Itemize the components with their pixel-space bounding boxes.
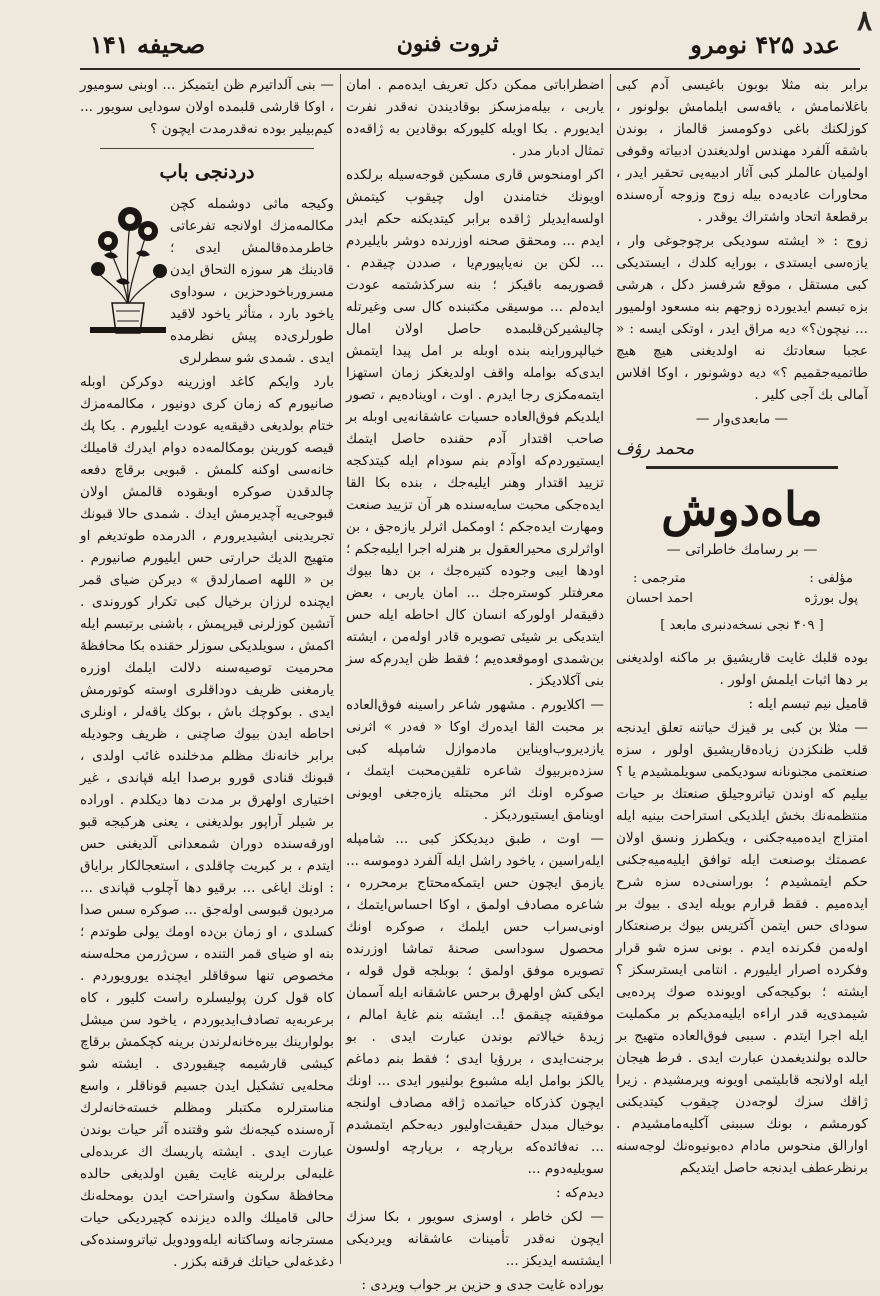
paragraph: بارد وایکم کاغد اوزرینه دوکرکن اوبله صانیورم که زمان کری دونیور ، مکالمه‌مزك ختام بولدیغی دقیقه‌یه عودت ایلیورم . بکا پك قیصه کورینن بومکالمه‌ده دوام ایدرك قامیلك خانه‌سی اوکنه کلمش . قبویی برقاچ دفعه چالدقدن صوکره اوبقوده قالمش اولان قبوجی‌یه آچدیرمش ایدك . شمدی حالا قبونك تجریدینی ایشیدیرورم ، الدرمده طوتدیغم او متهیج الدیك حرارتی حس ایلیورم صانیورم . بن « اللهه اصمارلدق » دیرکن ضیای قمر ایچنده لرزان برخیال کبی تکرار کوروندی . آتشین کوزلرنی قیرپمش ، باشنی برتبسم ایله اکمش ، سویلدیکی سوزلر حقنده بکا محافظهٔ محرمیت توصیه‌سنه دلالت ایلمك اوزره یارمغنی ظریف دوداقلری اوسته کوتورمش ایدی . بوکوچك باش ، بوکك یاقه‌لر ، اونلری احاطه ایدن بیوك صاچنی ، ظریف وجودیله برابر خانه‌نك مظلم مدخلنده غائب اولدی ، قبونك قنادی قورو برصدا ایله قپاندی ، غیر اختیاری اولهرق بر مدت دها دیکلدم . اوراده بر شیلر آراپور بولدیغنی ، یعنی هرکیجه قبو اورقه‌سنده دوران شمعدانی آلدیغنی حس ایتدم ، بر کبریت چاقلدی ، استعجالکار برایاق : اونك ایاغی ... برقیو دها آچلوب قپاندی ... مردیون قبوسی اوله‌جق ... صوکره سس صدا کسلدی ، او زمان بن‌ده اومك یولی طوتدم ؛ بنه او ضیای قمر التنده ، سن‌ژرمن محله‌سنه مخصوص تنها سوقاقلر ایچنده یورویوردم . کاه قول کرن پولیسلره راست کلیور ، کاه برعربه‌یه تصادف‌ایدیوردم ، یاخود سن میشل بولوار‌ینك بیره‌خانه‌لرندن برینه کچکمش برقاچ کیشی قارشیمه چیقیوردی . ایشته شو محله‌یی تشکیل ایدن جسیم قوناقلر ، واسع مناسترلره مکتبلر ومظلم خسته‌خانه‌لرك آره‌سنده کیجه‌نك شو وقتنده آثر حیات بوندن عبارت ایدی . ایشته پاریسك اك عربده‌لی غلبه‌لی برلرینه غایت یقین اولدیغی حالده محافظهٔ سکون واستراحت ایدن بومحله‌نك حالی قامیلك والده دیزنده کچیردیکی حیات مسترجانه وساکتانه ایله‌وودویل تیاتروسنده‌کی دغدغه‌لی حیاتك فرقنه بکزر . <box>80 374 334 1270</box>
serial-title: ماه‌دوش <box>661 482 823 536</box>
issue-number: عدد ۴۲۵ نومرو <box>690 29 840 59</box>
continuation-note: [ ۴۰۹ نجی نسخه‌دنبری مابعد ] <box>660 618 824 633</box>
column-left <box>80 74 334 1270</box>
page-number: صحیفه ۱۴۱ <box>90 29 206 59</box>
section-separator <box>646 466 838 469</box>
author-credit: مؤلفی : پول بورژه <box>804 571 858 606</box>
continued-note: — مابعدی‌وار — <box>695 411 789 427</box>
paragraph: دیدم‌که : <box>555 1185 604 1201</box>
paragraph: اکر اومنحوس قاری مسکین قوجه‌سیله برلکده اویونك ختامندن اول چیقوب کیتمش اولسه‌ایدیلر ژاقده برابر کیتدیکنه حکم ایدر ایدم ... ومحقق صحنه اوزرنده دوشر بایلیردم ... لکن بن نه‌یاپیورم‌یا ، صددن چیقدم . قصوریمه باقیکز ؛ بنه سرکذشتمه عودت ایده‌لم ... موسیقی مکتبنده کال سی وغیرتله چالیشیرکن‌قلبمده حاصل اولان امال خیالپروراینه بنده اوبله بر امل پیدا ایتمش ایدی‌که بوامله واقف اولدیغکز زمان استهزا ایتمه‌مکزی رجا ایدرم . اوت ، اویناده‌یم ، تصور ایلدیکم فوق‌العاده حسیات عاشقانه‌یی اوبله بر صاحب اقتدار آدم حقنده حاصل ایتمك ایستیوردم‌که اوآدم بنم سودام ایله کیتدکجه تزیید اقتدار وهنر ایلیه‌جك ، بنده بکا القا ایده‌جکی محبت سایه‌سنده هر آن تزیید صنعت ومهارت ایده‌جکم ؛ اومکمل اثرلر یازه‌جق ، بن اواثرلری محیرالعقول بر هنرله اجرا ایلیه‌جکم ؛ اودها ایبی وجوده کتیره‌جك ، بن دها بیوك معرفتلر کوستره‌جك ... امان یاربی ، بعض دقیقه‌لر اولورکه انسان کال احاطه ایله حس ایتدیکی بر شیئی تصویره قادر اوله‌من ، ایشته بن‌شمدی اوموقعده‌یم ؛ فقط ظن ایدرم‌که سز بنی آکلادیکز . <box>346 167 604 689</box>
translator-credit: مترجمی : احمد احسان <box>626 571 693 606</box>
paragraph: — اکلایورم . مشهور شاعر راسینه فوق‌العاده بر محبت القا ایده‌رك اوکا « فەدر » اثرنی یازدیر‌وب‌اویناین مادموازل شامپله کبی سزده‌بربیوك شاعره تلقین‌محبت ایتمك ، صوکره اونك اثر محبتله یازه‌جغی اویونی اوینامق ایستیوردیکز . <box>346 697 604 823</box>
illustrated-paragraph <box>80 193 334 369</box>
paragraph: وکیجه ماثی دوشمله کچن مکالمه‌مزك اولانجه تفرعاتی خاطرمده‌قالمش ایدی ؛ قادینك هر سوزه التحاق ایدن مسرورباخود‌حزین ، سوداوی یاخود بارد ، متأثر یاخود لاقید طورلری‌ده پیش نظرمده ایدی . شمدی شو سطرلری <box>170 196 334 366</box>
paragraph: بوده قلبك غایت قاریشیق بر ماکنه اولدیغنی بر دها اثبات ایلمش اولور . <box>616 650 868 688</box>
paragraph: — اوت ، طبق دیدیککز کبی ... شامپله ایله‌راسین ، یاخود راشل ایله آلفرد دوموسه ... یازمق ایچون حس ایتمکه‌محتاج برمحرره ، شاعره مصادف اولمق ، اوکا احساس‌ایتمك ، اونی‌سراب حس ایلمك ، صوکره اونك محصول سوداسی صحنهٔ تماشا اوزرنده تصویره موفق اولمق ؛ بوبلجه قول قوله ، ایکی کش اولهرق برحس عاشقانه ایله آسمان موفقیته چیقمق !.. ایشته بنم غایهٔ امالم ، زیدهٔ خیالاتم بوندن عبارت ایدی . بو برجنت‌ایدی ، برر‌ؤیا ایدی ؛ فقط بنم دماغم یالکز بوامل ایله مشبوع بولنیور ایدی ... اونك ایچون کذرکاه حیاتمده ژاقه مصادف اولنجه بوخیال مبدل حقیقت‌اولیور دیه‌حکم ایتمشدم ... نه‌فائده‌که برپارچه ، برپارچه اولسون سویلیه‌دوم ... <box>346 831 604 1177</box>
column-divider-left <box>340 74 341 1264</box>
paragraph: اضطراباتی ممکن دکل تعریف ایده‌مم . امان یاربی ، بیله‌مزسکز بوقادیندن نه‌قدر نفرت ایدیورم . بکا اویله کلیورکه بوقادین به ژاقه‌ده تمثال ادبار مدر . <box>346 77 604 159</box>
column-divider-right <box>610 74 611 1264</box>
flower-vase-illustration <box>86 195 170 337</box>
corner-page-mark: ٨ <box>856 4 872 37</box>
page-header <box>90 22 840 66</box>
credits <box>616 569 868 609</box>
column-middle <box>346 74 604 1293</box>
paragraph: — لکن خاطر ، اوسزی سویور ، بکا سزك ایچون نه‌قدر تأمینات عاشقانه ویردیکی ایشتسه ایدیکز ... <box>346 1209 604 1269</box>
section-divider <box>100 148 314 149</box>
author-signature: محمد رؤف <box>616 439 695 459</box>
chapter-title: دردنجی باب <box>159 161 255 183</box>
paragraph: قامیل نیم تبسم ایله : <box>748 696 868 712</box>
paragraph: — بنی آلداتیرم ظن ایتمیکز ... اوبنی سومیور ، اوکا قارشی قلبمده اولان سودایی سویور ... کیم‌بیلیر بوده نه‌قدرمدت ایچون ؟ <box>80 77 334 137</box>
paragraph: — مثلا بن کبی بر قیزك حیاتنه تعلق ایدنجه قلب ظنکزدن زیاده‌قاریشیق اولور ، سزه صنعتمی مجنونانه سودیکمی سویلمشیدم یا ؟ بیلیم که اوندن تیاتروجیلق صنعتك بر حیات منتظمه‌نك بخش ایلدیکی استراحت بینیه ایله امتزاج ایده‌میه‌جکنی ، ویکطرز ونسق اولان عصمتك بوصنعت ایله توافق ایلیه‌میه‌جکنی حکم ایتمشیدم ؛ بوراسنی‌ده سزه شرح ایده‌میم . فقط قرارم بویله ایدی . بیوك بر سودای حس ایتمن آکتریس بیوك برصنعتکار اوله‌من فکرنده ایدم . بونی سزه شو قرار وفکرده اصرار ایلیورم . انتامی ایسترسکز ؟ ایشته ؛ بوکیجه‌کی اویونده صوك پرده‌یی شیمدی‌یه قدر اراءه ایلیه‌مدیکم بر مکملیت ایله اجرا ایتدم . سببی فوق‌العاده متهیج بر حالده بولندیغمدن عبارت ایدی . فرط هیجان ایله اولانجه قابلیتمی اویونه ویرمشیدم . زیرا ژاقك سزك لوجه‌دن چیقوب کیتدیکنی کورمشم ، بونك سببنی آکلیه‌مامشیدم . اوارالق منحوس مادام دەبو‌نیوەنك لوجه‌سنه برنظرعطف ایدنجه حاصل ایتدیکم <box>616 720 868 1176</box>
column-right <box>616 74 868 1264</box>
paragraph: زوج : « ایشته سودیکی برچوجوغی وار ، یازه‌سی ایستدی ، بورایه کلدك ، ایستدیکی کبی مستقل ، موقع شرفسز دکل ، هرشی بزه تبسم ایدیورده زوجهم بنه مسعود اولمیور ... نیچون؟» دیه مراق ایدر ، اوتکی ایسه : « عجبا سعادتك نه اولدیغنی هیچ هیچ طاتمیه‌جقمیم ؟» دیه دوشونور ، اوکا افلاس آمالی بك آجی کلیر . <box>616 233 868 403</box>
header-rule <box>80 68 860 70</box>
paragraph: برابر بنه مثلا بوبون باغیسی آدم کبی باغلانمامش ، یاقه‌سی ایلمامش بولونور ، کوزلکنك باغی دوکومسز قالماز ، بوندن باشقه آلفرد مهندس اولدیغندن ادبیاته وقوفی اولمیان عالملر کبی آثار ادبیه‌یی تحقیر ایدر ، محاورات عادیه‌ده بیله زوج وزوجه آره‌سنده برقطعهٔ اتحاد واشتراك یوقدر . <box>616 77 868 225</box>
serial-subtitle: — بر رسامك خاطراتی — <box>666 542 818 558</box>
journal-title: ثروت فنون <box>396 31 499 57</box>
paragraph: بوراده غایت جدی و حزین بر جواب ویردی : <box>361 1277 604 1293</box>
